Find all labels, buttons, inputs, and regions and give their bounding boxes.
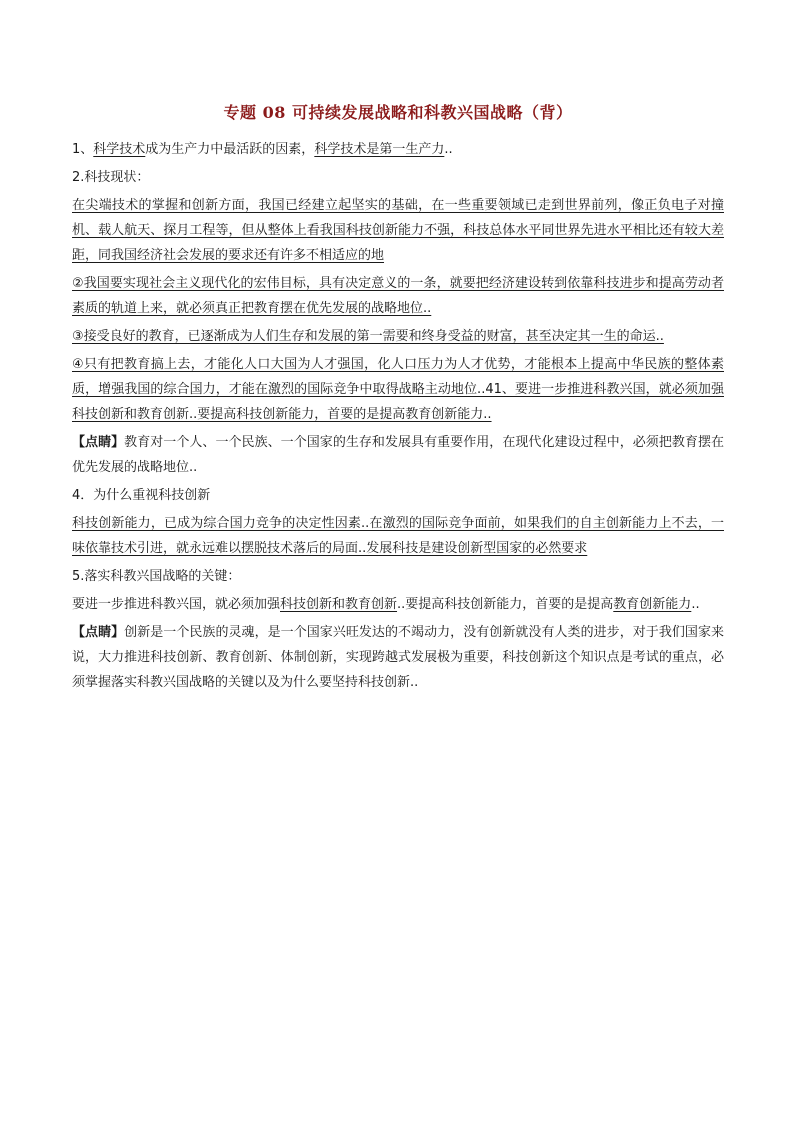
point-2-item-2: ②我国要实现社会主义现代化的宏伟目标，具有决定意义的一条，就要把经济建设转到依靠科技进步和提高劳动者素质的轨道上来，就必须真正把教育摆在优先发展的战略地位.. <box>72 276 724 316</box>
point-2-item-3: ③接受良好的教育，已逐渐成为人们生存和发展的第一需要和终身受益的财富，甚至决定其一生的命运.. <box>72 329 664 344</box>
point-5-heading: 5.落实科教兴国战略的关键： <box>72 569 241 584</box>
point-1-conclusion: 科学技术是第一生产力 <box>314 142 445 157</box>
point-5-keyword-b: 教育创新能力 <box>613 597 692 612</box>
point-1-text: 成为生产力中最活跃的因素， <box>145 142 315 157</box>
tip-2 <box>72 620 724 695</box>
point-5-keyword-a: 科技创新和教育创新 <box>280 597 398 612</box>
tip-1 <box>72 430 724 480</box>
tip-2-label: 【点睛】 <box>72 625 125 640</box>
point-5-end: .. <box>691 597 700 612</box>
point-1-end: .. <box>444 142 453 157</box>
point-5-text-b: ..要提高科技创新能力，首要的是提高 <box>397 597 614 612</box>
document-page <box>72 100 724 698</box>
point-1-number: 1、 <box>72 142 94 157</box>
point-1-keyword: 科学技术 <box>93 142 146 157</box>
document-title: 专题 08 可持续发展战略和科教兴国战略（背） <box>223 103 573 122</box>
tip-1-label: 【点睛】 <box>72 435 125 450</box>
point-2-heading: 2.科技现状： <box>72 170 150 185</box>
tip-2-text: 创新是一个民族的灵魂，是一个国家兴旺发达的不竭动力，没有创新就没有人类的进步，对于我们国家来说，大力推进科技创新、教育创新、体制创新，实现跨越式发展极为重要，科技创新这个知识点是考试的重点，必须掌握落实科教兴国战略的关键以及为什么要坚持科技创新.. <box>72 625 724 690</box>
point-4-heading: 4．为什么重视科技创新 <box>72 488 211 503</box>
point-2-body: 在尖端技术的掌握和创新方面，我国已经建立起坚实的基础，在一些重要领域已走到世界前列，像正负电子对撞机、载人航天、探月工程等，但从整体上看我国科技创新能力不强，科技总体水平同世界先进水平相比还有较大差距，同我国经济社会发展的要求还有许多不相适应的地 <box>72 198 724 263</box>
point-2-item-4: ④只有把教育搞上去，才能化人口大国为人才强国，化人口压力为人才优势，才能根本上提高中华民族的整体素质，增强我国的综合国力，才能在激烈的国际竞争中取得战略主动地位..41、要进一步推进科教兴国，就必须加强科技创新和教育创新..要提高科技创新能力，首要的是提高教育创新能力.. <box>72 357 724 422</box>
point-1 <box>72 137 724 162</box>
point-5-text-a: 要进一步推进科教兴国，就必须加强 <box>72 597 281 612</box>
tip-1-text: 教育对一个人、一个民族、一个国家的生存和发展具有重要作用，在现代化建设过程中，必须把教育摆在优先发展的战略地位.. <box>72 435 724 475</box>
point-5-body <box>72 592 724 617</box>
point-4-body: 科技创新能力，已成为综合国力竞争的决定性因素..在激烈的国际竞争面前，如果我们的自主创新能力上不去，一味依靠技术引进，就永远难以摆脱技术落后的局面..发展科技是建设创新型国家的必然要求 <box>72 516 724 556</box>
